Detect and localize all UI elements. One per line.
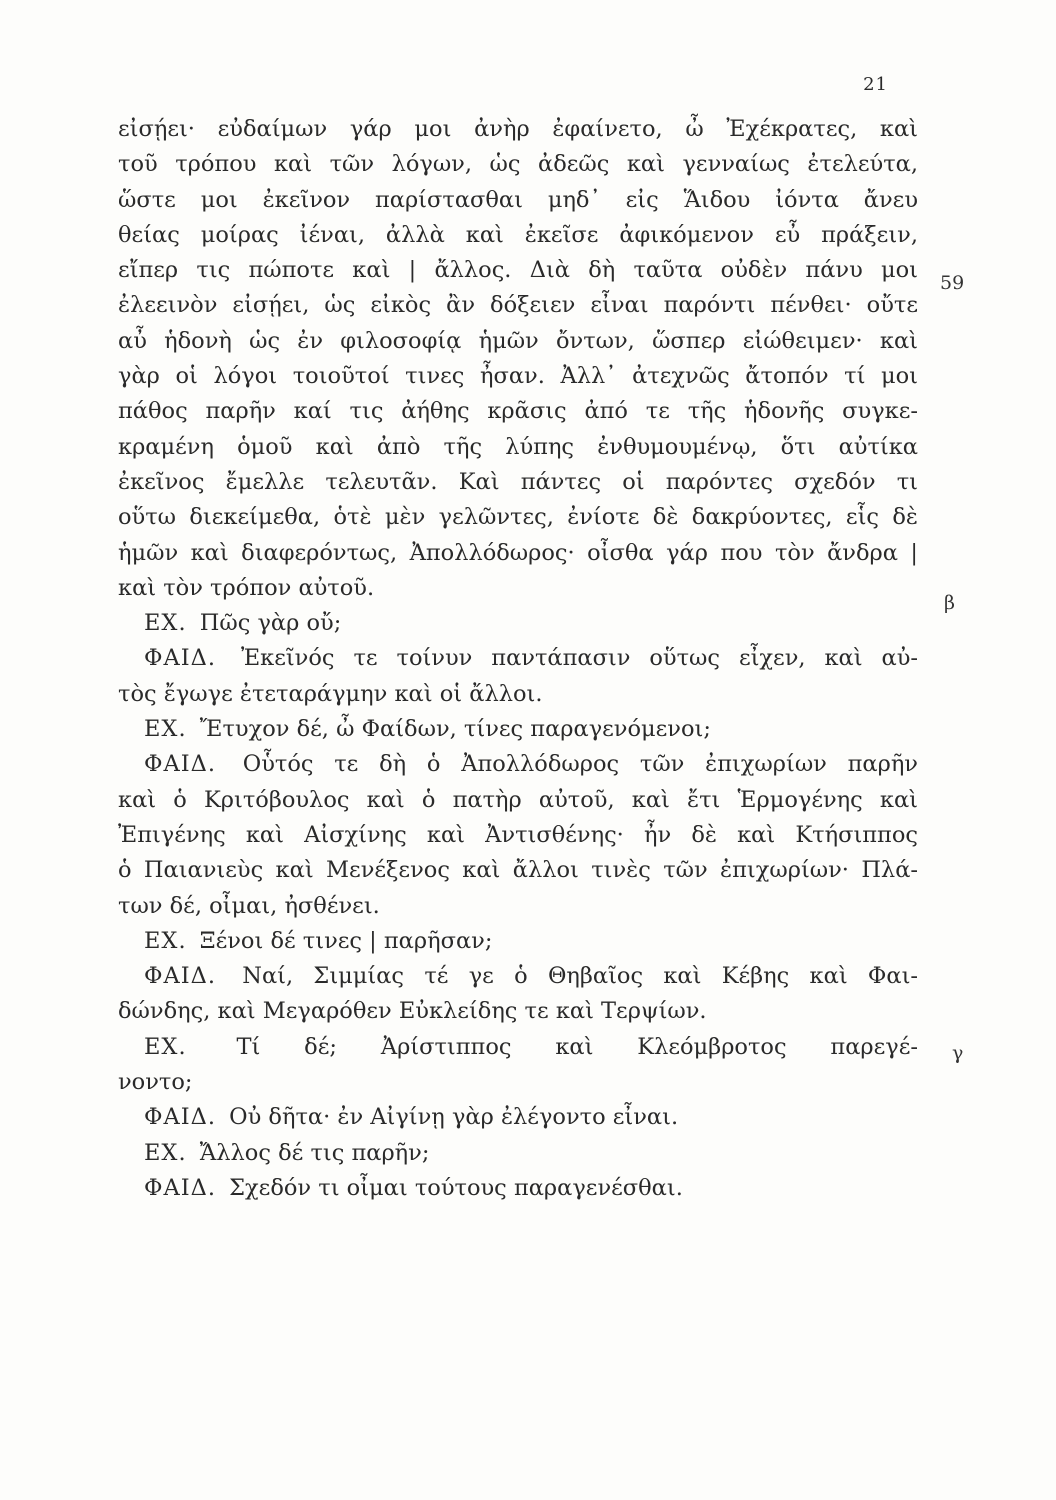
text-line: καὶ ὁ Κριτόβουλος καὶ ὁ πατὴρ αὐτοῦ, καὶ ἔτι Ἑρμογένης καὶ bbox=[118, 786, 918, 813]
margin-line-number: 59 bbox=[940, 272, 965, 294]
text-line: των δέ, οἶμαι, ἠσθένει. bbox=[118, 892, 380, 919]
text-line: ὁ Παιανιεὺς καὶ Μενέξενος καὶ ἄλλοι τινὲς τῶν ἐπιχωρίων· Πλά- bbox=[118, 857, 918, 884]
text-line: οὕτω διεκείμεθα, ὁτὲ μὲν γελῶντες, ἐνίοτε δὲ δακρύοντες, εἷς δὲ bbox=[118, 504, 918, 531]
text-line: τὸς ἔγωγε ἐτεταράγμην καὶ οἱ ἄλλοι. bbox=[118, 680, 543, 707]
speech-text: Σχεδόν τι οἶμαι τούτους παραγενέσθαι. bbox=[229, 1174, 683, 1201]
text-line: θείας μοίρας ἰέναι, ἀλλὰ καὶ ἐκεῖσε ἀφικόμενον εὖ πράξειν, bbox=[118, 221, 918, 248]
text-line: Ἐπιγένης καὶ Αἰσχίνης καὶ Ἀντισθένης· ἦν δὲ καὶ Κτήσιππος bbox=[118, 821, 918, 848]
speech-text: Ἐκεῖνός τε τοίνυν παντάπασιν οὕτως εἶχεν, καὶ αὐ- bbox=[240, 645, 918, 672]
speech-text: Τί δέ; Ἀρίστιππος καὶ Κλεόμβροτος παρεγέ- bbox=[236, 1033, 918, 1060]
speech-line bbox=[118, 641, 918, 676]
text-line: δώνδης, καὶ Μεγαρόθεν Εὐκλείδης τε καὶ Τερψίων. bbox=[118, 998, 707, 1025]
speech-line bbox=[118, 924, 918, 959]
text-line: ἐλεεινὸν εἰσῄει, ὡς εἰκὸς ἂν δόξειεν εἶναι παρόντι πένθει· οὔτε bbox=[118, 292, 918, 319]
speaker-label: ΕΧ. bbox=[144, 927, 187, 954]
text-line: ἐκεῖνος ἔμελλε τελευτᾶν. Καὶ πάντες οἱ παρόντες σχεδόν τι bbox=[118, 468, 918, 495]
dialogue-text bbox=[118, 112, 918, 1206]
speaker-label: ΕΧ. bbox=[144, 716, 187, 743]
text-line: ἡμῶν καὶ διαφερόντως, Ἀπολλόδωρος· οἶσθα γάρ που τὸν ἄνδρα | bbox=[118, 539, 918, 566]
text-line: εἴπερ τις πώποτε καὶ | ἄλλος. Διὰ δὴ ταῦτα οὐδὲν πάνυ μοι bbox=[118, 257, 918, 284]
text-line: καὶ τὸν τρόπον αὐτοῦ. bbox=[118, 574, 375, 601]
text-line: εἰσῄει· εὐδαίμων γάρ μοι ἀνὴρ ἐφαίνετο, ὦ Ἐχέκρατες, καὶ bbox=[118, 116, 918, 142]
page-number: 21 bbox=[863, 74, 888, 95]
text-line: αὖ ἡδονὴ ὡς ἐν φιλοσοφίᾳ ἡμῶν ὄντων, ὥσπερ εἰώθειμεν· καὶ bbox=[118, 327, 918, 354]
speech-text: Οὗτός τε δὴ ὁ Ἀπολλόδωρος τῶν ἐπιχωρίων παρῆν bbox=[242, 751, 918, 778]
speech-text: Ἄλλος δέ τις παρῆν; bbox=[199, 1139, 430, 1166]
speaker-label: ΦΑΙΔ. bbox=[144, 963, 216, 990]
text-line: κραμένη ὁμοῦ καὶ ἀπὸ τῆς λύπης ἐνθυμουμένῳ, ὅτι αὐτίκα bbox=[118, 433, 918, 460]
speech-line bbox=[118, 1171, 918, 1206]
speech-text: Οὐ δῆτα· ἐν Αἰγίνῃ γὰρ ἐλέγοντο εἶναι. bbox=[229, 1104, 679, 1131]
speech-line bbox=[118, 959, 918, 994]
speech-line bbox=[118, 712, 918, 747]
speaker-label: ΦΑΙΔ. bbox=[144, 751, 216, 778]
speech-text: Πῶς γὰρ οὔ; bbox=[199, 610, 342, 637]
speech-line bbox=[118, 606, 918, 641]
text-line: ὥστε μοι ἐκεῖνον παρίστασθαι μηδ᾽ εἰς Ἅιδου ἰόντα ἄνευ bbox=[118, 186, 918, 213]
speech-line bbox=[118, 747, 918, 782]
speaker-label: ΕΧ. bbox=[144, 610, 187, 637]
margin-section-b: β bbox=[944, 592, 955, 614]
speaker-label: ΕΧ. bbox=[144, 1139, 187, 1166]
speech-text: Ναί, Σιμμίας τέ γε ὁ Θηβαῖος καὶ Κέβης καὶ Φαι- bbox=[242, 963, 918, 990]
speech-line bbox=[118, 1030, 918, 1065]
speech-text: Ξένοι δέ τινες | παρῆσαν; bbox=[199, 927, 493, 954]
speaker-label: ΕΧ. bbox=[144, 1033, 187, 1060]
speech-text: Ἔτυχον δέ, ὦ Φαίδων, τίνες παραγενόμενοι; bbox=[199, 716, 711, 743]
speaker-label: ΦΑΙΔ. bbox=[144, 1174, 216, 1201]
speaker-label: ΦΑΙΔ. bbox=[144, 645, 216, 672]
speaker-label: ΦΑΙΔ. bbox=[144, 1104, 216, 1131]
text-line: πάθος παρῆν καί τις ἀήθης κρᾶσις ἀπό τε τῆς ἡδονῆς συγκε- bbox=[118, 398, 918, 425]
speech-line bbox=[118, 1100, 918, 1135]
text-line: τοῦ τρόπου καὶ τῶν λόγων, ὡς ἀδεῶς καὶ γενναίως ἐτελεύτα, bbox=[118, 151, 918, 178]
speech-line bbox=[118, 1136, 918, 1171]
margin-section-c: γ bbox=[952, 1042, 964, 1064]
text-line: νοντο; bbox=[118, 1069, 193, 1096]
text-line: γὰρ οἱ λόγοι τοιοῦτοί τινες ἦσαν. Ἀλλ᾽ ἀτεχνῶς ἄτοπόν τί μοι bbox=[118, 363, 918, 390]
